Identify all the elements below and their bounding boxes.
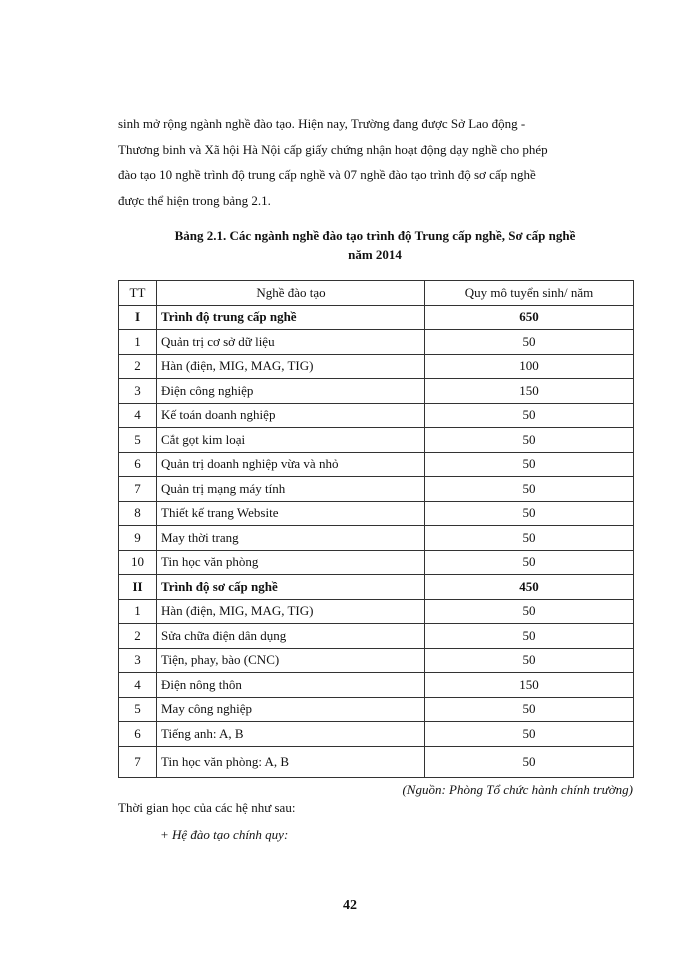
cell-name: Trình độ sơ cấp nghề bbox=[157, 575, 425, 600]
table-row bbox=[119, 746, 634, 777]
cell-quota: 450 bbox=[425, 575, 634, 600]
cell-tt: 7 bbox=[119, 746, 157, 777]
cell-quota: 100 bbox=[425, 354, 634, 379]
cell-name: Tiếng anh: A, B bbox=[157, 722, 425, 747]
cell-quota: 50 bbox=[425, 550, 634, 575]
cell-name: Hàn (điện, MIG, MAG, TIG) bbox=[157, 599, 425, 624]
header-tt: TT bbox=[119, 281, 157, 306]
cell-name: Tiện, phay, bào (CNC) bbox=[157, 648, 425, 673]
table-caption bbox=[118, 226, 632, 264]
cell-name: Điện nông thôn bbox=[157, 673, 425, 698]
table-row bbox=[119, 648, 634, 673]
table-row bbox=[119, 501, 634, 526]
cell-quota: 150 bbox=[425, 379, 634, 404]
cell-tt: 6 bbox=[119, 722, 157, 747]
cell-tt: II bbox=[119, 575, 157, 600]
cell-quota: 650 bbox=[425, 305, 634, 330]
sub-heading: + Hệ đào tạo chính quy: bbox=[160, 827, 289, 842]
source-note: (Nguồn: Phòng Tổ chức hành chính trường) bbox=[402, 782, 633, 797]
paragraph-line: đào tạo 10 nghề trình độ trung cấp nghề và 07 nghề đào tạo trình độ sơ cấp nghề bbox=[118, 167, 536, 182]
cell-name: Quản trị doanh nghiệp vừa và nhỏ bbox=[157, 452, 425, 477]
table-row bbox=[119, 477, 634, 502]
cell-tt: 1 bbox=[119, 330, 157, 355]
table-row bbox=[119, 428, 634, 453]
table-row bbox=[119, 354, 634, 379]
cell-tt: 8 bbox=[119, 501, 157, 526]
table-header-row bbox=[119, 281, 634, 306]
cell-quota: 50 bbox=[425, 403, 634, 428]
after-text: Thời gian học của các hệ như sau: bbox=[118, 800, 296, 815]
cell-tt: 10 bbox=[119, 550, 157, 575]
cell-tt: 3 bbox=[119, 648, 157, 673]
page-number: 42 bbox=[343, 898, 357, 913]
cell-name: May công nghiệp bbox=[157, 697, 425, 722]
cell-name: Điện công nghiệp bbox=[157, 379, 425, 404]
training-table bbox=[118, 280, 634, 778]
cell-name: Tin học văn phòng bbox=[157, 550, 425, 575]
table-row bbox=[119, 673, 634, 698]
table-row bbox=[119, 697, 634, 722]
cell-tt: 9 bbox=[119, 526, 157, 551]
cell-quota: 50 bbox=[425, 452, 634, 477]
cell-tt: 2 bbox=[119, 354, 157, 379]
cell-quota: 50 bbox=[425, 746, 634, 777]
table-group-row bbox=[119, 305, 634, 330]
caption-line-1: Bảng 2.1. Các ngành nghề đào tạo trình độ Trung cấp nghề, Sơ cấp nghề bbox=[174, 228, 576, 243]
cell-name: Quản trị mạng máy tính bbox=[157, 477, 425, 502]
cell-name: Sửa chữa điện dân dụng bbox=[157, 624, 425, 649]
table-row bbox=[119, 599, 634, 624]
cell-tt: 2 bbox=[119, 624, 157, 649]
cell-quota: 50 bbox=[425, 722, 634, 747]
cell-tt: 7 bbox=[119, 477, 157, 502]
cell-name: Tin học văn phòng: A, B bbox=[157, 746, 425, 777]
cell-quota: 50 bbox=[425, 477, 634, 502]
cell-tt: I bbox=[119, 305, 157, 330]
header-name: Nghề đào tạo bbox=[157, 281, 425, 306]
paragraph-line: được thể hiện trong bảng 2.1. bbox=[118, 192, 271, 208]
cell-quota: 150 bbox=[425, 673, 634, 698]
cell-name: Quản trị cơ sở dữ liệu bbox=[157, 330, 425, 355]
table-row bbox=[119, 452, 634, 477]
cell-tt: 3 bbox=[119, 379, 157, 404]
paragraph-line: sinh mở rộng ngành nghề đào tạo. Hiện nay, Trường đang được Sở Lao động - bbox=[118, 116, 526, 131]
cell-quota: 50 bbox=[425, 599, 634, 624]
caption-line-2: năm 2014 bbox=[348, 247, 402, 262]
cell-name: Hàn (điện, MIG, MAG, TIG) bbox=[157, 354, 425, 379]
table-row bbox=[119, 526, 634, 551]
cell-name: Thiết kế trang Website bbox=[157, 501, 425, 526]
cell-quota: 50 bbox=[425, 330, 634, 355]
table-row bbox=[119, 550, 634, 575]
cell-tt: 4 bbox=[119, 403, 157, 428]
cell-quota: 50 bbox=[425, 697, 634, 722]
cell-quota: 50 bbox=[425, 648, 634, 673]
cell-tt: 5 bbox=[119, 697, 157, 722]
cell-name: Cắt gọt kim loại bbox=[157, 428, 425, 453]
table-row bbox=[119, 403, 634, 428]
paragraph-line: Thương binh và Xã hội Hà Nội cấp giấy chứng nhận hoạt động dạy nghề cho phép bbox=[118, 141, 548, 157]
cell-tt: 6 bbox=[119, 452, 157, 477]
table-row bbox=[119, 624, 634, 649]
cell-tt: 5 bbox=[119, 428, 157, 453]
cell-quota: 50 bbox=[425, 501, 634, 526]
cell-quota: 50 bbox=[425, 624, 634, 649]
header-quota: Quy mô tuyển sinh/ năm bbox=[425, 281, 634, 306]
cell-quota: 50 bbox=[425, 428, 634, 453]
table-row bbox=[119, 379, 634, 404]
cell-name: Kế toán doanh nghiệp bbox=[157, 403, 425, 428]
cell-tt: 1 bbox=[119, 599, 157, 624]
table-group-row bbox=[119, 575, 634, 600]
cell-tt: 4 bbox=[119, 673, 157, 698]
table-row bbox=[119, 722, 634, 747]
cell-quota: 50 bbox=[425, 526, 634, 551]
cell-name: Trình độ trung cấp nghề bbox=[157, 305, 425, 330]
table-body bbox=[119, 305, 634, 777]
cell-name: May thời trang bbox=[157, 526, 425, 551]
table-row bbox=[119, 330, 634, 355]
intro-paragraph bbox=[118, 111, 632, 213]
